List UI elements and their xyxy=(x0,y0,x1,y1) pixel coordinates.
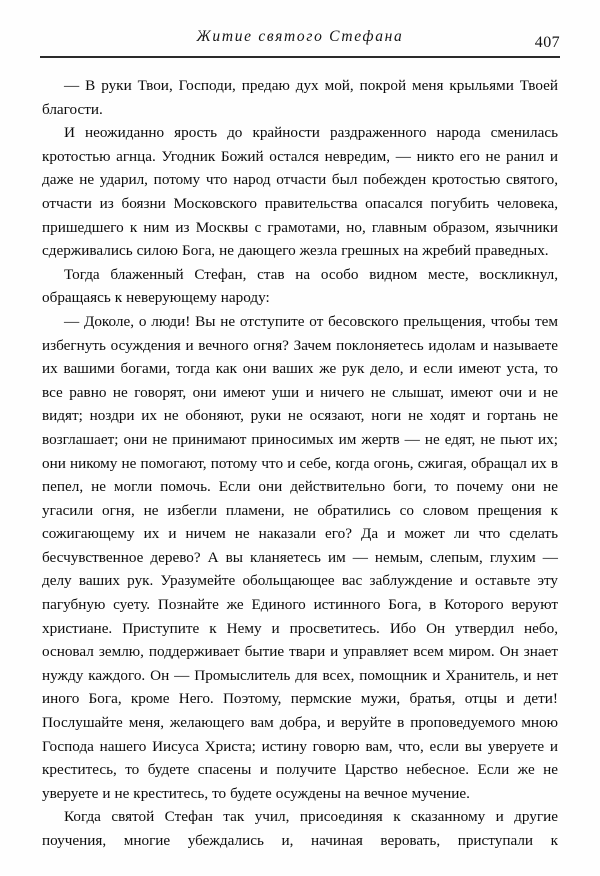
paragraph: — Доколе, о люди! Вы не отступите от бесовского прельщения, чтобы тем избегнуть осуждения и вечного огня? Зачем поклоняетесь идолам и называете их вашими богами, тогда как они ваших же рук дело, и если имеют уста, то все равно не говорят, они имеют уши и ничего не слышат, имеют очи и не видят; ноздри их не обоняют, руки не осязают, ноги не ходят и гортань не возглашает; они не принимают приносимых им жертв — не едят, не пьют их; они никому не помогают, потому что и себе, когда огонь, сжигая, обращал их в пепел, не могли помочь. Если они действительно боги, то почему они не угасили огня, не избегли пламени, не обратились со словом прещения к сожигающему их и ничем не наказали его? Да и может ли что сделать бесчувственное дерево? А вы кланяетесь им — немым, слепым, глухим — делу ваших рук. Уразумейте обольщающее вас заблуждение и оставьте эту пагубную суету. Познайте же Единого истинного Бога, в Которого веруют христиане. Приступите к Нему и просветитесь. Ибо Он утвердил небо, основал землю, поддерживает бытие твари и управляет всем миром. Он знает нужду каждого. Он — Промыслитель для всех, помощник и Хранитель, и нет иного Бога, кроме Него. Поэтому, пермские мужи, братья, отцы и дети! Послушайте меня, желающего вам добра, и веруйте в проповедуемого мною Господа нашего Иисуса Христа; истину говорю вам, что, если вы уверуете и креститесь, то будете спасены и получите Царство небесное. Если же не уверуете и не креститесь, то будете осуждены на вечное мучение. xyxy=(42,312,558,802)
header-divider-rule xyxy=(40,56,560,58)
paragraph: И неожиданно ярость до крайности раздраженного народа сменилась кротостью агнца. Угодник Божий остался невредим, — никто его не ранил и даже не ударил, потому что народ отчасти был побежден кротостью святого, отчасти из боязни Московского правительства опасался погубить человека, пришедшего к ним из Москвы с грамотами, но, главным образом, язычники сдерживались силою Бога, не дающего жезла грешных на жребий праведных. xyxy=(42,124,558,260)
body-text-block xyxy=(42,74,558,876)
running-head xyxy=(40,28,560,52)
paragraph: Тогда блаженный Стефан, став на особо видном месте, воскликнул, обращаясь к неверующему народу: xyxy=(42,265,558,307)
paragraph: Когда святой Стефан так учил, присоединяя к сказанному и другие поучения, многие убеждались и, начиная веровать, приступали к xyxy=(42,808,558,849)
running-head-title: Житие святого Стефана xyxy=(196,28,404,45)
page-number: 407 xyxy=(534,34,560,51)
paragraph: — В руки Твои, Господи, предаю дух мой, покрой меня крыльями Твоей благости. xyxy=(42,77,558,118)
